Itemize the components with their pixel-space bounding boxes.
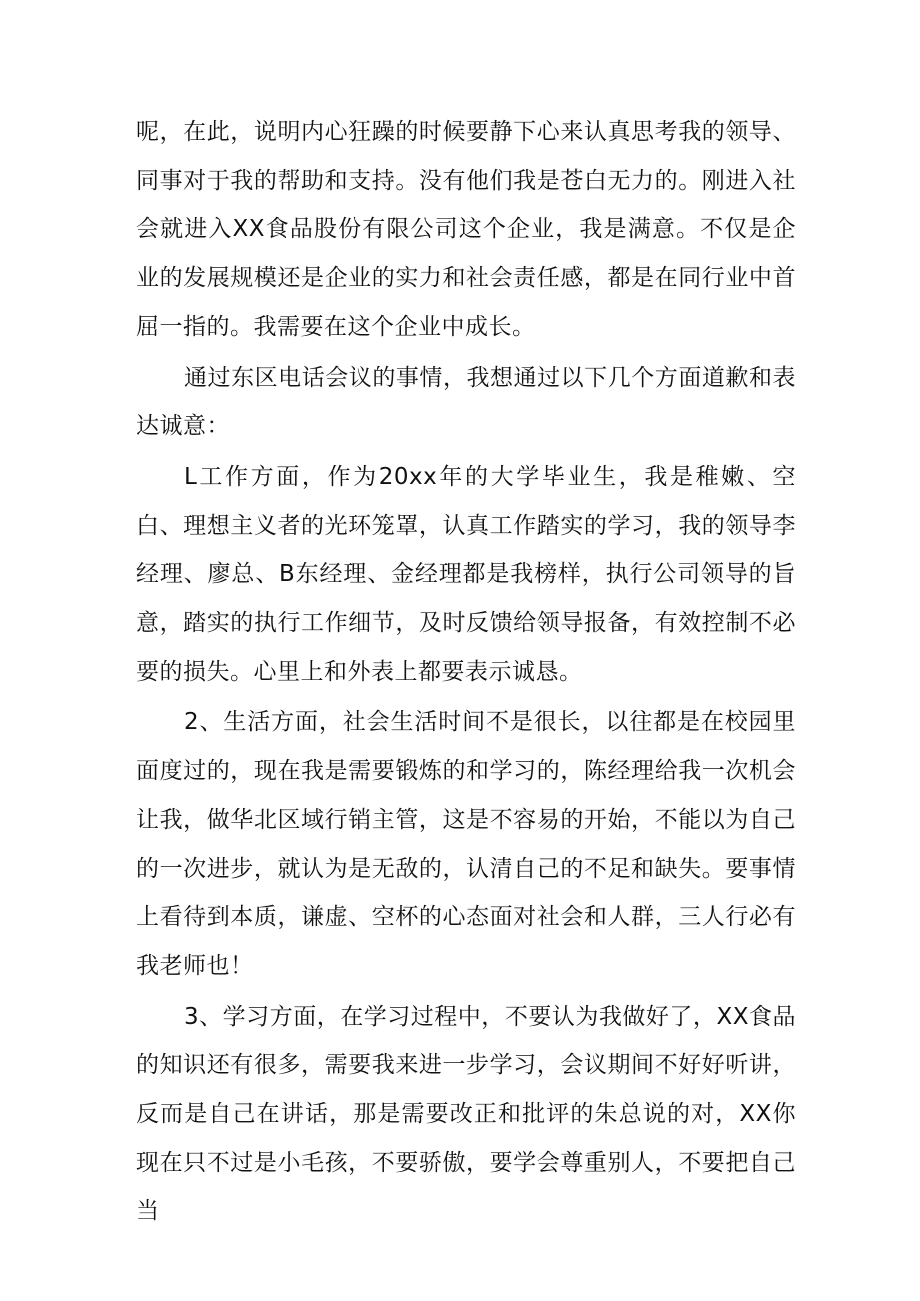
paragraph-work: L工作方面，作为20xx年的大学毕业生，我是稚嫩、空白、理想主义者的光环笼罩，认真工作踏实的学习，我的领导李经理、廖总、B东经理、金经理都是我榜样，执行公司领导的旨意，踏实的执行工作细节，及时反馈给领导报备，有效控制不必要的损失。心里上和外表上都要表示诚恳。 xyxy=(136,463,796,685)
paragraph-life: 2、生活方面，社会生活时间不是很长，以往都是在校园里面度过的，现在我是需要锻炼的和学习的，陈经理给我一次机会让我，做华北区域行销主管，这是不容易的开始，不能以为自己的一次进步，就认为是无敌的，认清自己的不足和缺失。要事情上看待到本质，谦虚、空杯的心态面对社会和人群，三人行必有我老师也！ xyxy=(136,709,796,979)
paragraph-study: 3、学习方面，在学习过程中，不要认为我做好了，XX食品的知识还有很多，需要我来进一步学习，会议期间不好好听讲，反而是自己在讲话，那是需要改正和批评的朱总说的对，XX你现在只不过是小毛孩，不要骄傲，要学会尊重别人，不要把自己当 xyxy=(136,1003,796,1225)
document-body xyxy=(136,108,796,1236)
paragraph-continuation: 呢，在此，说明内心狂躁的时候要静下心来认真思考我的领导、同事对于我的帮助和支持。没有他们我是苍白无力的。刚进入社会就进入XX食品股份有限公司这个企业，我是满意。不仅是企业的发展规模还是企业的实力和社会责任感，都是在同行业中首屈一指的。我需要在这个企业中成长。 xyxy=(136,119,796,340)
paragraph-intro: 通过东区电话会议的事情，我想通过以下几个方面道歉和表达诚意： xyxy=(136,364,796,440)
